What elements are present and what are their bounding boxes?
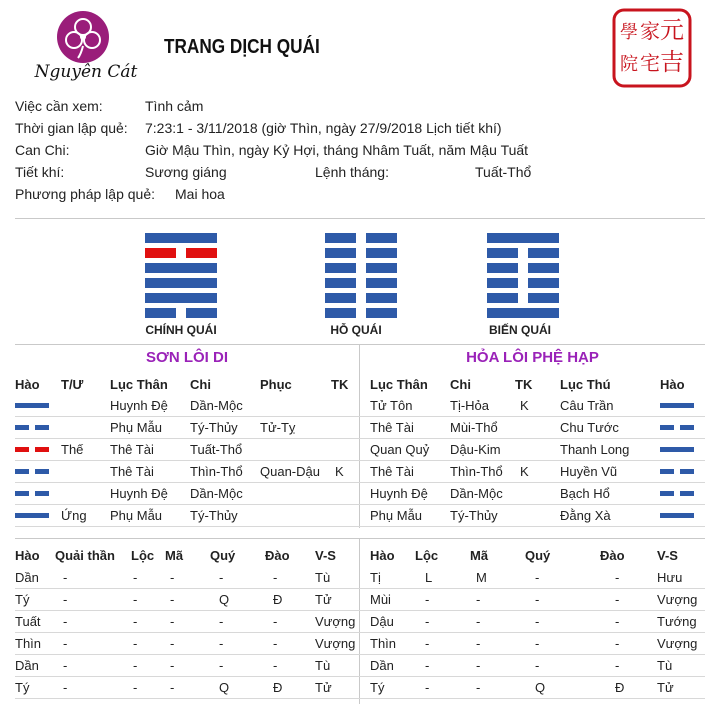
- line-segment: [325, 293, 356, 303]
- detail-cell: -: [615, 614, 620, 629]
- yang-line: [487, 308, 559, 318]
- seal-char-3: 家: [640, 19, 660, 43]
- detail-cell: -: [219, 636, 224, 651]
- line-segment: [35, 447, 49, 452]
- detail-cell: -: [273, 570, 278, 585]
- info-row-topic: [15, 95, 705, 117]
- col-header: Lục Thân: [370, 377, 428, 392]
- detail-cell: Tử: [657, 680, 674, 695]
- info-value: 7:23:1 - 3/11/2018 (giờ Thìn, ngày 27/9/2018 Lịch tiết khí): [145, 120, 502, 136]
- line-segment: [15, 403, 49, 408]
- hexagram-main: [145, 233, 217, 323]
- info-label: Việc cần xem:: [15, 98, 103, 114]
- luc-than-cell: Huynh Đệ: [110, 486, 168, 501]
- yin-line: [145, 308, 217, 318]
- line-segment: [660, 447, 694, 452]
- chi-cell: Thìn-Thổ: [450, 464, 503, 479]
- detail-cell: Vượng: [657, 636, 698, 651]
- table-row: [15, 461, 705, 483]
- detail-cell: -: [476, 614, 481, 629]
- col-header: Hào: [370, 548, 395, 563]
- chi-cell: Dần-Mộc: [450, 486, 503, 501]
- detail-cell: -: [425, 636, 430, 651]
- hexagram-changed-caption: BIẾN QUÁI: [488, 323, 551, 337]
- info-value: Tình cảm: [145, 98, 204, 114]
- col-header: Mã: [470, 548, 489, 563]
- table-row: [15, 395, 705, 417]
- line-segment: [680, 469, 694, 474]
- yang-line-icon: [660, 403, 694, 408]
- col-header: Chi: [190, 377, 211, 392]
- seal-char-6: 院: [620, 54, 638, 75]
- col-header: Đào: [600, 548, 625, 563]
- the-ung-cell: Thế: [61, 442, 84, 457]
- table-row: [15, 483, 705, 505]
- luc-than-cell: Quan Quỷ: [370, 442, 430, 457]
- luc-than-cell: Huynh Đệ: [370, 486, 428, 501]
- detail-cell: -: [170, 592, 175, 607]
- detail-cell: -: [425, 680, 430, 695]
- detail-cell: Tướng: [657, 614, 697, 629]
- info-label: Tiết khí:: [15, 164, 65, 180]
- detail-cell: -: [170, 658, 175, 673]
- line-segment: [366, 263, 397, 273]
- line-segment: [528, 293, 559, 303]
- yin-line: [325, 293, 397, 303]
- yang-line: [145, 293, 217, 303]
- col-header: V-S: [315, 548, 336, 563]
- yin-line-icon: [15, 491, 49, 496]
- info-row-method: [15, 183, 705, 205]
- reading-info: [15, 95, 705, 205]
- detail-cell: -: [170, 636, 175, 651]
- yang-line-icon: [15, 513, 49, 518]
- tk-cell: K: [335, 464, 344, 479]
- seal-char-1: 元: [660, 16, 684, 44]
- line-segment: [680, 491, 694, 496]
- seal-char-2: 吉: [660, 48, 684, 76]
- line-segment: [325, 278, 356, 288]
- luc-than-cell: Thê Tài: [370, 464, 414, 479]
- line-segment: [487, 308, 559, 318]
- detail-cell: -: [273, 658, 278, 673]
- line-segment: [366, 308, 397, 318]
- table-row: [15, 655, 705, 677]
- detail-cell: M: [476, 570, 487, 585]
- seal-char-5: 學: [620, 22, 638, 43]
- line-segment: [145, 233, 217, 243]
- line-segment: [366, 278, 397, 288]
- detail-cell: -: [63, 614, 68, 629]
- brand-logo[interactable]: [30, 6, 142, 90]
- detail-cell: Tù: [315, 570, 331, 585]
- detail-cell: -: [476, 592, 481, 607]
- line-segment: [487, 278, 518, 288]
- col-header: Quý: [525, 548, 551, 563]
- col-header: Đào: [265, 548, 290, 563]
- detail-cell: -: [133, 570, 138, 585]
- detail-cell: Tý: [15, 592, 30, 607]
- yin-line: [487, 263, 559, 273]
- detail-cell: -: [273, 614, 278, 629]
- detail-cell: Mùi: [370, 592, 391, 607]
- detail-cell: Tị: [370, 570, 381, 585]
- col-header: T/Ư: [61, 377, 84, 392]
- line-segment: [145, 248, 176, 258]
- detail-cell: -: [219, 570, 224, 585]
- yin-line: [487, 278, 559, 288]
- detail-cell: Tý: [15, 680, 30, 695]
- detail-cell: -: [535, 636, 540, 651]
- table-row: [15, 567, 705, 589]
- luc-thu-cell: Đằng Xà: [560, 508, 611, 523]
- line-segment: [660, 513, 694, 518]
- hexagram-mutual-caption: HỖ QUÁI: [330, 323, 382, 337]
- page-title: TRANG DỊCH QUÁI: [164, 36, 320, 58]
- table-row: [15, 505, 705, 527]
- detail-cell: -: [535, 658, 540, 673]
- hexagram-mutual: [325, 233, 397, 323]
- yin-line-icon: [15, 425, 49, 430]
- changed-hexagram-name: HỎA LÔI PHỆ HẠP: [466, 349, 599, 366]
- line-segment: [528, 248, 559, 258]
- tk-cell: K: [520, 464, 529, 479]
- detail-cell: Vượng: [315, 636, 356, 651]
- info-label: Can Chi:: [15, 142, 70, 158]
- detail-cell: Đ: [273, 680, 283, 695]
- info-value: Tuất-Thổ: [475, 164, 532, 180]
- line-segment: [366, 233, 397, 243]
- yin-line-icon: [660, 425, 694, 430]
- detail-cell: -: [133, 592, 138, 607]
- yin-line: [325, 278, 397, 288]
- info-row-time: [15, 117, 705, 139]
- chi-cell: Dần-Mộc: [190, 486, 243, 501]
- col-header: Lộc: [131, 548, 155, 563]
- line-segment: [528, 263, 559, 273]
- line-segment: [15, 425, 29, 430]
- detail-cell: Q: [535, 680, 546, 695]
- detail-cell: -: [63, 658, 68, 673]
- line-segment: [35, 469, 49, 474]
- info-label: Thời gian lập quẻ:: [15, 120, 128, 136]
- line-segment: [15, 491, 29, 496]
- luc-thu-cell: Thanh Long: [560, 442, 630, 457]
- luc-thu-cell: Huyền Vũ: [560, 464, 618, 479]
- the-ung-cell: Ứng: [61, 508, 87, 523]
- detail-cell: -: [425, 592, 430, 607]
- detail-cell: -: [425, 658, 430, 673]
- line-segment: [487, 233, 559, 243]
- col-header: Quải thần: [55, 548, 115, 563]
- detail-cell: -: [133, 636, 138, 651]
- line-segment: [186, 248, 217, 258]
- luc-than-cell: Tử Tôn: [370, 398, 413, 413]
- yang-line: [145, 263, 217, 273]
- chi-cell: Tý-Thủy: [450, 508, 498, 523]
- table-row: [15, 677, 705, 699]
- info-value: Giờ Mậu Thìn, ngày Kỷ Hợi, tháng Nhâm Tuất, năm Mậu Tuất: [145, 142, 529, 158]
- yin-line: [487, 293, 559, 303]
- detail-cell: -: [133, 614, 138, 629]
- chi-cell: Tuất-Thổ: [190, 442, 243, 457]
- detail-cell: -: [273, 636, 278, 651]
- col-header: Lục Thân: [110, 377, 168, 392]
- detail-cell: -: [535, 592, 540, 607]
- col-header: Hào: [15, 377, 40, 392]
- table-row: [15, 633, 705, 655]
- yin-line-icon: [660, 491, 694, 496]
- luc-thu-cell: Bạch Hổ: [560, 486, 610, 501]
- detail-cell: Q: [219, 592, 230, 607]
- detail-cell: -: [63, 636, 68, 651]
- line-segment: [15, 447, 29, 452]
- phuc-cell: Quan-Dậu: [260, 464, 320, 479]
- detail-cell: -: [133, 658, 138, 673]
- chi-cell: Tý-Thủy: [190, 420, 238, 435]
- yang-line: [145, 278, 217, 288]
- col-header: Hào: [15, 548, 40, 563]
- detail-cell: Tử: [315, 592, 332, 607]
- detail-cell: Tử: [315, 680, 332, 695]
- yin-line: [325, 263, 397, 273]
- line-segment: [325, 248, 356, 258]
- detail-cell: Tý: [370, 680, 385, 695]
- table-row: [15, 611, 705, 633]
- tk-cell: K: [520, 398, 529, 413]
- detail-cell: -: [63, 680, 68, 695]
- detail-cell: -: [535, 570, 540, 585]
- chi-cell: Tị-Hỏa: [450, 398, 490, 413]
- detail-cell: -: [615, 570, 620, 585]
- table-row: [15, 417, 705, 439]
- line-segment: [487, 293, 518, 303]
- detail-table: [15, 538, 705, 704]
- luc-than-cell: Phụ Mẫu: [370, 508, 423, 523]
- phuc-cell: Tử-Tỵ: [260, 420, 296, 435]
- chi-cell: Dậu-Kim: [450, 442, 501, 457]
- hexagram-main-caption: CHÍNH QUÁI: [145, 323, 217, 337]
- chi-cell: Dần-Mộc: [190, 398, 243, 413]
- line-segment: [366, 248, 397, 258]
- line-segment: [660, 403, 694, 408]
- detail-cell: Tù: [657, 658, 673, 673]
- line-segment: [145, 263, 217, 273]
- detail-cell: Vượng: [657, 592, 698, 607]
- yin-line: [325, 233, 397, 243]
- line-segment: [660, 469, 674, 474]
- info-row-solar-term: [15, 161, 705, 183]
- yang-line-icon: [660, 513, 694, 518]
- col-header: Phục: [260, 377, 292, 392]
- detail-cell: -: [170, 570, 175, 585]
- line-segment: [325, 263, 356, 273]
- info-value: Mai hoa: [175, 186, 225, 202]
- yin-line: [325, 308, 397, 318]
- col-header: V-S: [657, 548, 678, 563]
- line-segment: [15, 469, 29, 474]
- hexagram-changed: [487, 233, 559, 323]
- luc-than-cell: Huynh Đệ: [110, 398, 168, 413]
- yin-line-icon: [660, 469, 694, 474]
- detail-cell: -: [425, 614, 430, 629]
- line-segment: [15, 513, 49, 518]
- chi-cell: Tý-Thủy: [190, 508, 238, 523]
- detail-cell: -: [476, 636, 481, 651]
- yin-line-icon: [15, 447, 49, 452]
- detail-cell: -: [476, 680, 481, 695]
- detail-cell: -: [170, 680, 175, 695]
- luc-than-cell: Thê Tài: [110, 464, 154, 479]
- chi-cell: Mùi-Thổ: [450, 420, 498, 435]
- luc-than-cell: Phụ Mẫu: [110, 508, 163, 523]
- detail-cell: -: [615, 658, 620, 673]
- yang-line: [487, 233, 559, 243]
- detail-cell: Q: [219, 680, 230, 695]
- detail-cell: -: [219, 658, 224, 673]
- info-label: Phương pháp lập quẻ:: [15, 186, 155, 202]
- detail-cell: Thìn: [15, 636, 42, 651]
- detail-cell: L: [425, 570, 433, 585]
- line-segment: [660, 491, 674, 496]
- info-row-canchi: [15, 139, 705, 161]
- line-table: [15, 344, 705, 528]
- detail-cell: Vượng: [315, 614, 356, 629]
- line-segment: [186, 308, 217, 318]
- luc-than-cell: Phụ Mẫu: [110, 420, 163, 435]
- detail-cell: -: [63, 592, 68, 607]
- flower-logo-icon: [56, 10, 110, 64]
- chi-cell: Thìn-Thổ: [190, 464, 243, 479]
- detail-cell: Dần: [370, 658, 394, 673]
- detail-cell: -: [615, 592, 620, 607]
- luc-than-cell: Thê Tài: [370, 420, 414, 435]
- info-label: Lệnh tháng:: [315, 164, 389, 180]
- divider: [15, 218, 705, 219]
- yin-line: [145, 248, 217, 258]
- luc-than-cell: Thê Tài: [110, 442, 154, 457]
- line-segment: [660, 425, 674, 430]
- detail-cell: Đ: [615, 680, 625, 695]
- detail-cell: Dậu: [370, 614, 394, 629]
- yin-line: [487, 248, 559, 258]
- line-segment: [145, 278, 217, 288]
- yin-line-icon: [15, 469, 49, 474]
- line-segment: [325, 233, 356, 243]
- yang-line-icon: [15, 403, 49, 408]
- info-value: Sương giáng: [145, 164, 227, 180]
- detail-cell: -: [535, 614, 540, 629]
- detail-cell: -: [615, 636, 620, 651]
- line-segment: [35, 491, 49, 496]
- col-header: TK: [515, 377, 533, 392]
- detail-cell: -: [219, 614, 224, 629]
- detail-cell: Hưu: [657, 570, 683, 585]
- col-header: Chi: [450, 377, 471, 392]
- seal-char-4: 宅: [640, 51, 660, 75]
- detail-cell: Tuất: [15, 614, 41, 629]
- col-header: Lục Thú: [560, 377, 611, 392]
- line-segment: [366, 293, 397, 303]
- yang-line: [145, 233, 217, 243]
- main-hexagram-name: SƠN LÔI DI: [146, 349, 228, 366]
- detail-cell: Dần: [15, 570, 39, 585]
- detail-cell: Thìn: [370, 636, 397, 651]
- luc-thu-cell: Chu Tước: [560, 420, 619, 435]
- table-row: [15, 439, 705, 461]
- detail-cell: -: [133, 680, 138, 695]
- brand-name: Nguyên Cát: [34, 62, 138, 82]
- col-header: TK: [331, 377, 349, 392]
- detail-cell: -: [170, 614, 175, 629]
- line-segment: [325, 308, 356, 318]
- line-segment: [145, 293, 217, 303]
- red-seal-stamp: [612, 8, 692, 88]
- col-header: Lộc: [415, 548, 439, 563]
- yang-line-icon: [660, 447, 694, 452]
- line-segment: [145, 308, 176, 318]
- line-segment: [528, 278, 559, 288]
- detail-cell: Tù: [315, 658, 331, 673]
- line-segment: [680, 425, 694, 430]
- line-segment: [487, 263, 518, 273]
- detail-cell: -: [63, 570, 68, 585]
- col-header: Quý: [210, 548, 236, 563]
- line-segment: [35, 425, 49, 430]
- luc-thu-cell: Câu Trần: [560, 398, 614, 413]
- col-header: Mã: [165, 548, 184, 563]
- detail-cell: Dần: [15, 658, 39, 673]
- line-segment: [487, 248, 518, 258]
- table-row: [15, 589, 705, 611]
- detail-cell: -: [476, 658, 481, 673]
- yin-line: [325, 248, 397, 258]
- col-header: Hào: [660, 377, 685, 392]
- detail-cell: Đ: [273, 592, 283, 607]
